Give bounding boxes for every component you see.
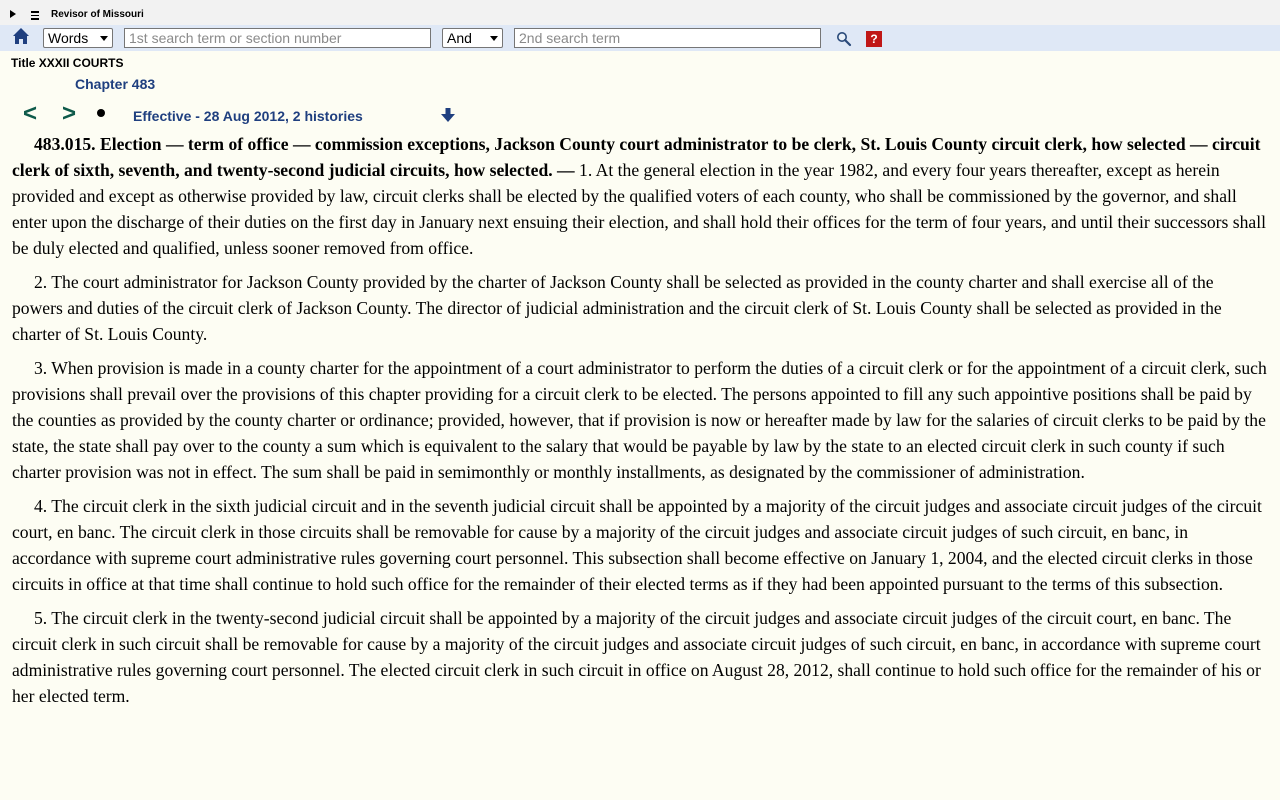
search-term-2-input[interactable] <box>514 28 821 48</box>
section-paragraph-1 <box>12 131 1268 261</box>
title-label: Title XXXII COURTS <box>11 56 124 70</box>
home-icon[interactable] <box>12 27 30 45</box>
subsection-2: 2. The court administrator for Jackson County provided by the charter of Jackson County shall be selected as provided in the county charter and shall exercise all of the powers and duties of the circuit clerk of Jackson County. The director of judicial administration and the circuit clerk of St. Louis County shall be selected as provided in the charter of St. Louis County. <box>12 272 1222 344</box>
subsection-3: 3. When provision is made in a county charter for the appointment of a court administrator to perform the duties of a circuit clerk or for the appointment of a circuit clerk, such provisions shall prevail over the provisions of this chapter providing for a circuit clerk to be elected. The persons appointed to fill any such appointive positions shall be paid by the counties as provided by the county charter or ordinance; provided, however, that if provision is now or hereafter made by law for the salaries of circuit clerks to be paid by the state, the state shall pay over to the county a sum which is equivalent to the salary that would be payable by law by the state to an elected circuit clerk in such county if such charter provision was not in effect. The sum shall be paid in semimonthly or monthly installments, as designated by the commissioner of administration. <box>12 358 1267 482</box>
effective-date-link[interactable]: Effective - 28 Aug 2012, 2 histories <box>133 108 363 124</box>
chevron-down-icon <box>490 36 498 41</box>
search-operator-select[interactable] <box>442 28 503 48</box>
search-mode-select[interactable] <box>43 28 113 48</box>
subsection-5: 5. The circuit clerk in the twenty-second judicial circuit shall be appointed by a majority of the circuit judges and associate circuit judges of the circuit court, en banc. The circuit clerk in such circuit shall be removable for cause by a majority of the circuit judges and associate circuit judges of such circuit, en banc, in accordance with supreme court administrative rules governing court personnel. The elected circuit clerk in such circuit in office on August 28, 2012, shall continue to hold such office for the remainder of his or her elected term. <box>12 608 1261 706</box>
help-icon[interactable]: ? <box>866 31 882 47</box>
current-section-dot-icon[interactable] <box>97 109 105 117</box>
search-icon[interactable] <box>836 31 852 47</box>
expand-toggle-icon[interactable] <box>10 10 16 18</box>
statute-text <box>12 131 1268 717</box>
top-bar <box>0 0 1280 25</box>
next-section-button[interactable]: > <box>62 100 77 127</box>
search-bar <box>0 25 1280 51</box>
section-heading: 483.015. Election — term of office — commission exceptions, Jackson County court administrator to be clerk, St. Louis County circuit clerk, how selected — circuit clerk of sixth, seventh, and twenty-second judicial circuits, how selected. — <box>12 134 1261 180</box>
search-mode-value: Words <box>48 30 89 46</box>
search-term-1-input[interactable] <box>124 28 431 48</box>
search-operator-value: And <box>447 30 472 46</box>
chapter-link[interactable]: Chapter 483 <box>75 76 156 92</box>
subsection-4: 4. The circuit clerk in the sixth judicial circuit and in the seventh judicial circuit shall be appointed by a majority of the circuit judges and associate circuit judges of the circuit court, en banc. The circuit clerk in those circuits shall be removable for cause by a majority of the circuit judges and associate circuit judges of such circuit, en banc, in accordance with supreme court administrative rules governing court personnel. This subsection shall become effective on January 1, 2004, and the elected circuit clerks in those circuits in office at that time shall continue to hold such office for the remainder of their elected terms as if they had been appointed pursuant to the terms of this subsection. <box>12 496 1262 594</box>
hamburger-menu-icon[interactable] <box>31 11 39 22</box>
previous-section-button[interactable]: < <box>23 100 38 127</box>
subsection-1: 1. At the general election in the year 1982, and every four years thereafter, except as herein provided and except as otherwise provided by law, circuit clerks shall be elected by the qualified voters of each county, who shall be commissioned by the governor, and shall enter upon the discharge of their duties on the first day in January next ensuing their election, and shall hold their offices for the term of four years, and until their successors shall be duly elected and qualified, unless sooner removed from office. <box>12 160 1267 258</box>
chevron-down-icon <box>100 36 108 41</box>
arrow-down-icon[interactable] <box>440 107 456 123</box>
site-name: Revisor of Missouri <box>51 9 144 20</box>
